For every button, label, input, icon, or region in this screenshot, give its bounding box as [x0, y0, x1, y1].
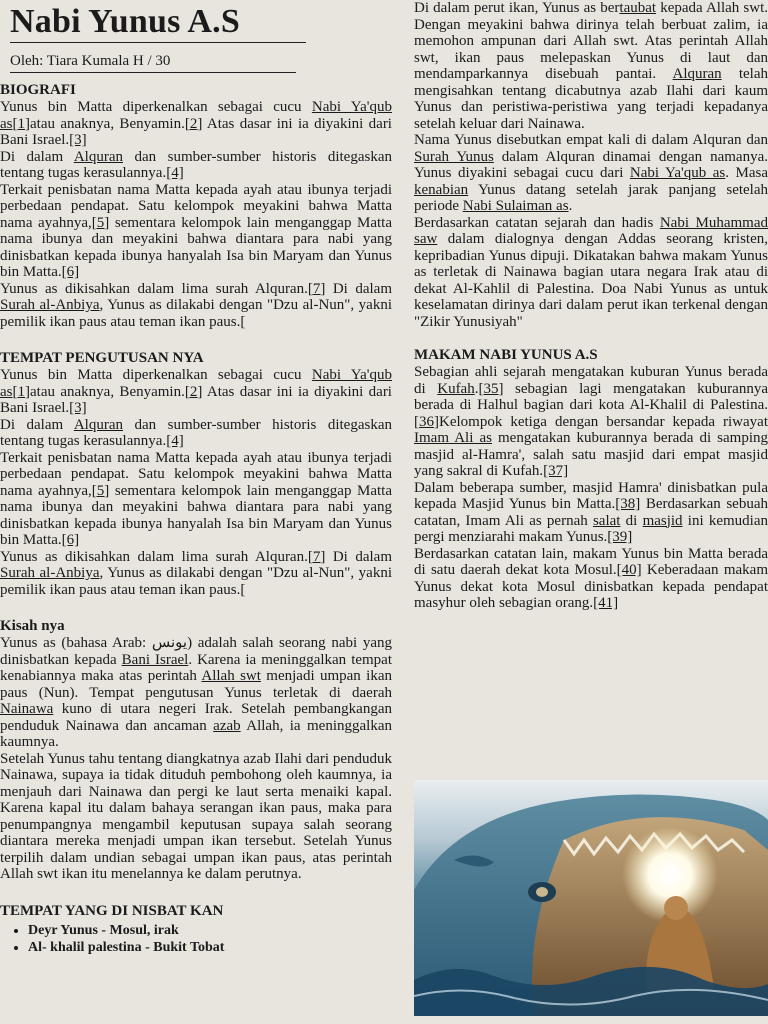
ref-3b[interactable]: [3]	[69, 400, 87, 416]
ref-41[interactable]: [41]	[593, 595, 619, 611]
author-rule	[10, 72, 296, 73]
ref-36[interactable]: [36]	[414, 413, 439, 430]
link-nainawa[interactable]: Nainawa	[0, 701, 54, 717]
author-line: Oleh: Tiara Kumala H / 30	[10, 53, 171, 69]
ref-7b[interactable]: [7]	[307, 548, 326, 565]
ref-2[interactable]: [2]	[184, 115, 203, 132]
link-salat[interactable]: salat	[592, 512, 621, 529]
link-nabi-muhammad[interactable]: Nabi Muhammad saw	[414, 214, 768, 247]
ref-6b[interactable]: [6]	[61, 532, 80, 548]
link-alquran[interactable]: Alquran	[73, 148, 123, 165]
ref-6[interactable]: [6]	[61, 264, 80, 280]
biografi-paragraph-1: Yunus bin Matta diperkenalkan sebagai cucu Nabi Ya'qub as[1]atau anaknya, Benyamin.[2] Atas dasar ini ia diyakini dari Bani Israel.[3]	[0, 99, 392, 148]
kisah-paragraph-1: Yunus as (bahasa Arab: يونس) adalah salah seorang nabi yang dinisbatkan kepada Bani Israel. Karena ia meninggalkan tempat kenabiannya maka atas perintah Allah swt menjadi umpan ikan paus (Nun). Tempat pengutusan Yunus terletak di daerah Nainawa kuno di utara negeri Irak. Setelah pembangkangan penduduk Nainawa dan ancaman azab Allah, ia meninggalkan kaumnya.	[0, 635, 392, 750]
right-paragraph-2: Nama Yunus disebutkan empat kali di dalam Alquran dan Surah Yunus dalam Alquran dinamai dengan namanya. Yunus diyakini sebagai cucu dari Nabi Ya'qub as. Masa kenabian Yunus datang setelah jarak panjang setelah periode Nabi Sulaiman as.	[414, 132, 768, 214]
link-azab[interactable]: azab	[213, 717, 241, 734]
whale-illustration	[414, 780, 768, 1016]
ref-38[interactable]: [38]	[615, 496, 641, 512]
left-flow	[0, 82, 392, 956]
link-nabi-yaqub-2[interactable]: Nabi Ya'qub as	[0, 367, 392, 400]
ref-4[interactable]: [4]	[166, 165, 184, 181]
pengutusan-paragraph-1: Yunus bin Matta diperkenalkan sebagai cucu Nabi Ya'qub as[1]atau anaknya, Benyamin.[2] Atas dasar ini ia diyakini dari Bani Israel.[3]	[0, 367, 392, 416]
ref-35[interactable]: [35]	[478, 380, 504, 397]
ref-5b[interactable]: [5]	[91, 482, 110, 499]
pengutusan-paragraph-3: Terkait penisbatan nama Matta kepada ayah atau ibunya terjadi perbedaan pendapat. Satu kelompok meyakini bahwa Matta nama ayahnya,[5] sementara kelompok lain menganggap Matta nama ibunya dan meyakini bahwa diantara para nabi yang dinisbatkan kepada ibunya hanyalah Isa bin Maryam dan Yunus bin Matta.[6]	[0, 449, 392, 548]
biografi-heading: BIOGRAFI	[0, 82, 76, 98]
right-flow	[414, 0, 768, 612]
link-surah-al-anbiya[interactable]: Surah al-Anbiya	[0, 297, 100, 313]
pengutusan-paragraph-4: Yunus as dikisahkan dalam lima surah Alquran.[7] Di dalam Surah al-Anbiya, Yunus as dilakabi dengan "Dzu al-Nun", yakni pemilik ikan paus atau teman ikan paus.[	[0, 548, 392, 598]
link-imam-ali[interactable]: Imam Ali as	[414, 430, 492, 446]
ref-1b[interactable]: [1]	[12, 383, 30, 400]
link-surah-yunus[interactable]: Surah Yunus	[414, 148, 494, 165]
link-nabi-yaqub-3[interactable]: Nabi Ya'qub as	[629, 165, 726, 181]
link-taubat[interactable]: taubat	[619, 0, 657, 16]
ref-5[interactable]: [5]	[91, 214, 110, 231]
prophet-head	[664, 896, 688, 920]
makam-heading: MAKAM NABI YUNUS A.S	[414, 347, 598, 363]
ref-1[interactable]: [1]	[12, 115, 30, 132]
pengutusan-paragraph-2: Di dalam Alquran dan sumber-sumber historis ditegaskan tentang tugas kerasulannya.[4]	[0, 416, 392, 449]
page-title: Nabi Yunus A.S	[10, 3, 240, 40]
kisah-paragraph-2: Setelah Yunus tahu tentang diangkatnya azab Ilahi dari penduduk Nainawa, supaya ia tidak dituduh pembohong oleh kaumnya, ia menjauh dari Nainawa dan pergi ke laut serta menaiki kapal. Karena kapal itu dalam bahaya serangan ikan paus, maka para penumpangnya mengambil keputusan supaya salah seorang diantara mereka menjadi umpan ikan tersebut. Setelah Yunus terpilih dalam undian sebagai umpan ikan paus, atas perintah Allah swt ikan itu menelannya ke dalam perutnya.	[0, 750, 392, 882]
list-item: • Al- khalil palestina - Bukit Tobat	[28, 939, 392, 956]
link-bani-israel[interactable]: Bani Israel	[121, 651, 189, 668]
link-surah-al-anbiya-2[interactable]: Surah al-Anbiya	[0, 565, 100, 581]
link-allah-swt[interactable]: Allah swt	[201, 668, 261, 684]
link-nabi-sulaiman[interactable]: Nabi Sulaiman as	[462, 198, 569, 214]
biografi-paragraph-4: Yunus as dikisahkan dalam lima surah Alquran.[7] Di dalam Surah al-Anbiya, Yunus as dilakabi dengan "Dzu al-Nun", yakni pemilik ikan paus atau teman ikan paus.[	[0, 280, 392, 330]
makam-paragraph-1: Sebagian ahli sejarah mengatakan kuburan Yunus berada di Kufah.[35] sebagian lagi mengatakan kuburannya berada di Halhul bagian dari kota Al-Khalil di Palestina.[36]Kelompok ketiga dengan bersandar kepada riwayat Imam Ali as mengatakan kuburannya berada di samping masjid al-Hamra', salah satu masjid dari empat masjid yang sakral di Kufah.[37]	[414, 364, 768, 479]
list-item: • Deyr Yunus - Mosul, irak	[28, 922, 392, 939]
nisbat-list	[0, 922, 392, 956]
right-paragraph-1: Di dalam perut ikan, Yunus as bertaubat kepada Allah swt. Dengan meyakini bahwa dirinya telah berbuat zalim, ia memohon ampunan dari Allah swt. Atas perintah Allah swt, ikan paus melepaskan Yunus di laut dan mendamparkannya disebuah pantai. Alquran telah mengisahkan tentang dicabutnya azab Ilahi dari kaum Yunus dan peristiwa-peristiwa yang terjadi kepadanya setelah keluar dari Nainawa.	[414, 0, 768, 132]
ref-3[interactable]: [3]	[69, 132, 87, 148]
link-nabi-yaqub[interactable]: Nabi Ya'qub as	[0, 99, 392, 132]
ref-40[interactable]: [40]	[616, 562, 642, 578]
ref-2b[interactable]: [2]	[184, 383, 203, 400]
link-alquran-2[interactable]: Alquran	[73, 416, 123, 433]
ref-4b[interactable]: [4]	[166, 433, 184, 449]
link-alquran-3[interactable]: Alquran	[672, 66, 722, 82]
biografi-paragraph-2: Di dalam Alquran dan sumber-sumber historis ditegaskan tentang tugas kerasulannya.[4]	[0, 148, 392, 181]
right-paragraph-3: Berdasarkan catatan sejarah dan hadis Nabi Muhammad saw dalam dialognya dengan Addas seorang kristen, kepribadian Yunus dipuji. Dikatakan bahwa makam Yunus as terletak di Nainawa bagian utara negara Irak atau di dekat Al-Kahlil di Palestina. Doa Nabi Yunus as untuk keselamatan dirinya dari dalam perut ikan terkenal dengan "Zikir Yunusiyah"	[414, 214, 768, 330]
makam-paragraph-2: Dalam beberapa sumber, masjid Hamra' dinisbatkan pula kepada Masjid Yunus bin Matta.[38] Berdasarkan sebuah catatan, Imam Ali as pernah salat di masjid ini kemudian pergi menziarahi makam Yunus.[39]	[414, 479, 768, 545]
biografi-paragraph-3: Terkait penisbatan nama Matta kepada ayah atau ibunya terjadi perbedaan pendapat. Satu kelompok meyakini bahwa Matta nama ayahnya,[5] sementara kelompok lain menganggap Matta nama ibunya dan meyakini bahwa diantara para nabi yang dinisbatkan kepada ibunya hanyalah Isa bin Maryam dan Yunus bin Matta.[6]	[0, 181, 392, 280]
pengutusan-heading: TEMPAT PENGUTUSAN NYA	[0, 350, 204, 366]
link-kufah[interactable]: Kufah	[437, 380, 475, 397]
whale-eye-pupil	[536, 887, 548, 897]
right-column	[414, 0, 768, 1024]
whale-illustration-svg	[414, 780, 768, 1016]
link-kenabian[interactable]: kenabian	[414, 181, 469, 198]
title-rule	[10, 42, 306, 43]
ref-39[interactable]: [39]	[607, 529, 633, 545]
nisbat-heading: TEMPAT YANG DI NISBAT KAN	[0, 902, 224, 919]
ref-37[interactable]: [37]	[543, 463, 569, 479]
link-masjid[interactable]: masjid	[642, 512, 683, 529]
ref-7[interactable]: [7]	[307, 280, 326, 297]
kisah-heading: Kisah nya	[0, 618, 65, 634]
makam-paragraph-3: Berdasarkan catatan lain, makam Yunus bin Matta berada di satu daerah dekat kota Mosul.[40] Keberadaan makam Yunus dekat kota Mosul dinisbatkan kepada pendapat masyhur oleh sebagian orang.[41]	[414, 545, 768, 611]
